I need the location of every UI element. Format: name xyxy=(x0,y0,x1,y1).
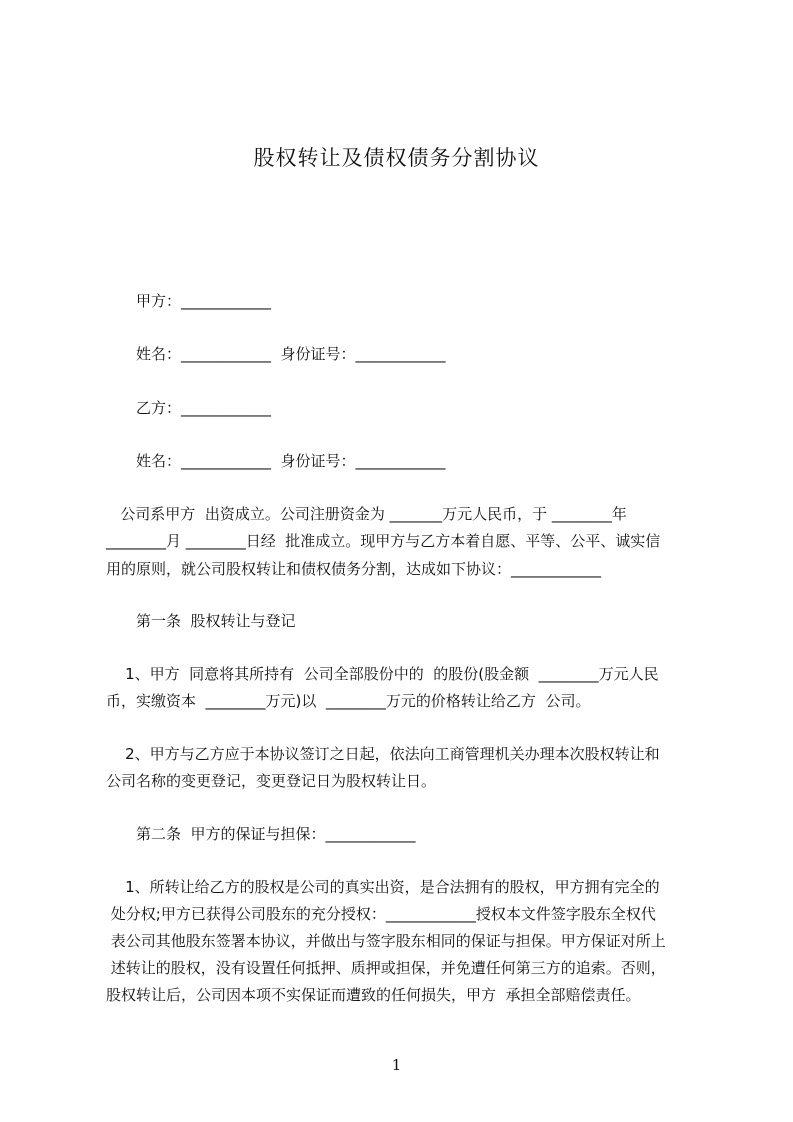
article-1-heading: 第一条 股权转让与登记 xyxy=(136,612,296,630)
clause-line: 币，实缴资本 ________万元)以 ________万元的价格转让给乙方 公司。 xyxy=(106,692,591,710)
clause-line: 处分权;甲方已获得公司股东的充分授权：____________授权本文件签字股东全权代 xyxy=(106,905,656,923)
document-title: 股权转让及债权债务分割协议 xyxy=(253,146,540,170)
intro-line: 用的原则，就公司股权转让和债权债务分割，达成如下协议：____________ xyxy=(106,560,602,578)
clause-line: 述转让的股权，没有设置任何抵押、质押或担保，并免遭任何第三方的追索。否则， xyxy=(106,959,666,977)
party-b-name-id-field: 姓名：____________ 身份证号：____________ xyxy=(136,452,446,470)
clause-line: 股权转让后，公司因本项不实保证而遭致的任何损失，甲方 承担全部赔偿责任。 xyxy=(106,986,641,1004)
clause-line: 1、甲方 同意将其所持有 公司全部股份中的 的股份(股金额 ________万元人民 xyxy=(106,665,659,683)
article-2-heading: 第二条 甲方的保证与担保：____________ xyxy=(136,825,416,843)
clause-line: 1、所转让给乙方的股权是公司的真实出资，是合法拥有的股权，甲方拥有完全的 xyxy=(106,878,660,896)
party-b-field: 乙方：____________ xyxy=(136,399,272,417)
clause-line: 公司名称的变更登记，变更登记日为股权转让日。 xyxy=(106,772,437,790)
intro-line: ________月 ________日经 批准成立。现甲方与乙方本着自愿、平等、公平、诚实信 xyxy=(106,532,661,550)
page-number: 1 xyxy=(391,1056,402,1074)
party-a-name-id-field: 姓名：____________ 身份证号：____________ xyxy=(136,345,446,363)
clause-line: 表公司其他股东签署本协议，并做出与签字股东相同的保证与担保。甲方保证对所上 xyxy=(106,932,666,950)
intro-line: 公司系甲方 出资成立。公司注册资金为 _______万元人民币，于 ________年 xyxy=(106,505,627,523)
party-a-field: 甲方：____________ xyxy=(136,292,272,310)
clause-line: 2、甲方与乙方应于本协议签订之日起，依法向工商管理机关办理本次股权转让和 xyxy=(106,745,660,763)
